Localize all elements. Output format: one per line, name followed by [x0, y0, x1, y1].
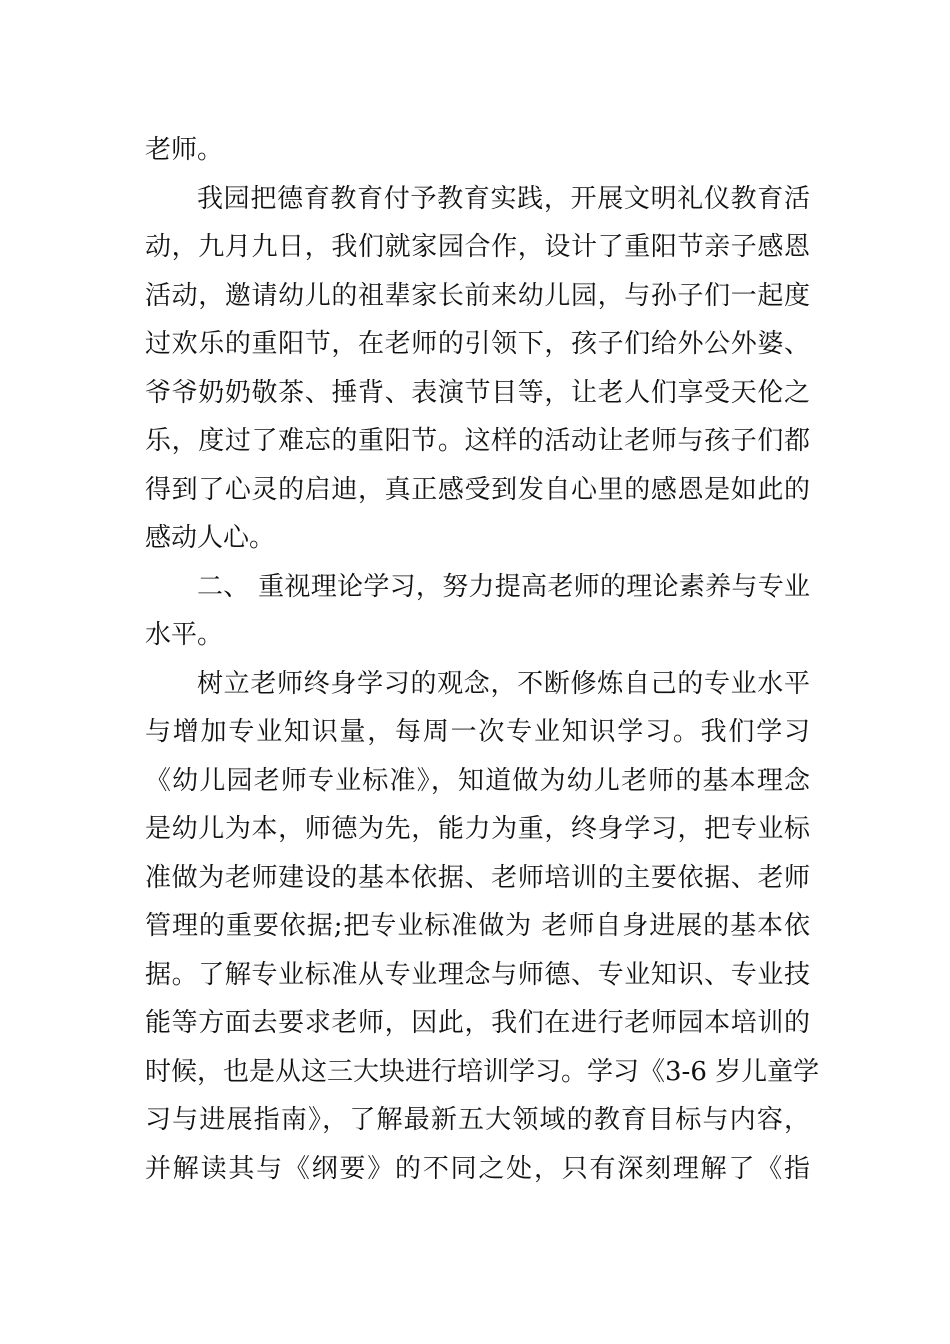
- text-line: 管理的重要依据;把专业标准做为 老师自身进展的基本依: [145, 911, 810, 941]
- text-line: 与增加专业知识量，每周一次专业知识学习。我们学习: [145, 717, 810, 747]
- body-text: [145, 126, 820, 1193]
- text-line: 时候，也是从这三大块进行培训学习。学习《3-6 岁儿童学: [145, 1056, 820, 1087]
- text-line: 动，九月九日，我们就家园合作，设计了重阳节亲子感恩: [145, 232, 810, 262]
- paragraph-first-line: 树立老师终身学习的观念，不断修炼自己的专业水平: [197, 668, 810, 699]
- text-line: 习与进展指南》，了解最新五大领域的教育目标与内容，: [145, 1105, 810, 1135]
- text-line: 爷爷奶奶敬茶、捶背、表演节目等，让老人们享受天伦之: [145, 377, 810, 408]
- text-line: 准做为老师建设的基本依据、老师培训的主要依据、老师: [145, 862, 810, 893]
- text-line: 活动，邀请幼儿的祖辈家长前来幼儿园，与孙子们一起度: [145, 280, 810, 311]
- text-line: 是幼儿为本，师德为先，能力为重，终身学习，把专业标: [145, 814, 810, 844]
- text-line: 并解读其与《纲要》的不同之处，只有深刻理解了《指: [145, 1153, 810, 1184]
- text-line: 老师。: [145, 135, 224, 165]
- section-heading-continuation: 水平。: [145, 620, 224, 650]
- text-line: 得到了心灵的启迪，真正感受到发自心里的感恩是如此的: [145, 474, 810, 505]
- text-line: 感动人心。: [145, 523, 276, 553]
- paragraph-first-line: 我园把德育教育付予教育实践，开展文明礼仪教育活: [197, 183, 810, 214]
- text-line: 能等方面去要求老师，因此，我们在进行老师园本培训的: [145, 1008, 810, 1038]
- text-line: 《幼儿园老师专业标准》，知道做为幼儿老师的基本理念: [145, 765, 810, 796]
- section-heading: 二、 重视理论学习，努力提高老师的理论素养与专业: [197, 571, 810, 602]
- text-line: 乐，度过了难忘的重阳节。这样的活动让老师与孩子们都: [145, 426, 810, 456]
- text-line: 过欢乐的重阳节，在老师的引领下，孩子们给外公外婆、: [145, 329, 810, 359]
- text-line: 据。了解专业标准从专业理念与师德、专业知识、专业技: [145, 959, 810, 990]
